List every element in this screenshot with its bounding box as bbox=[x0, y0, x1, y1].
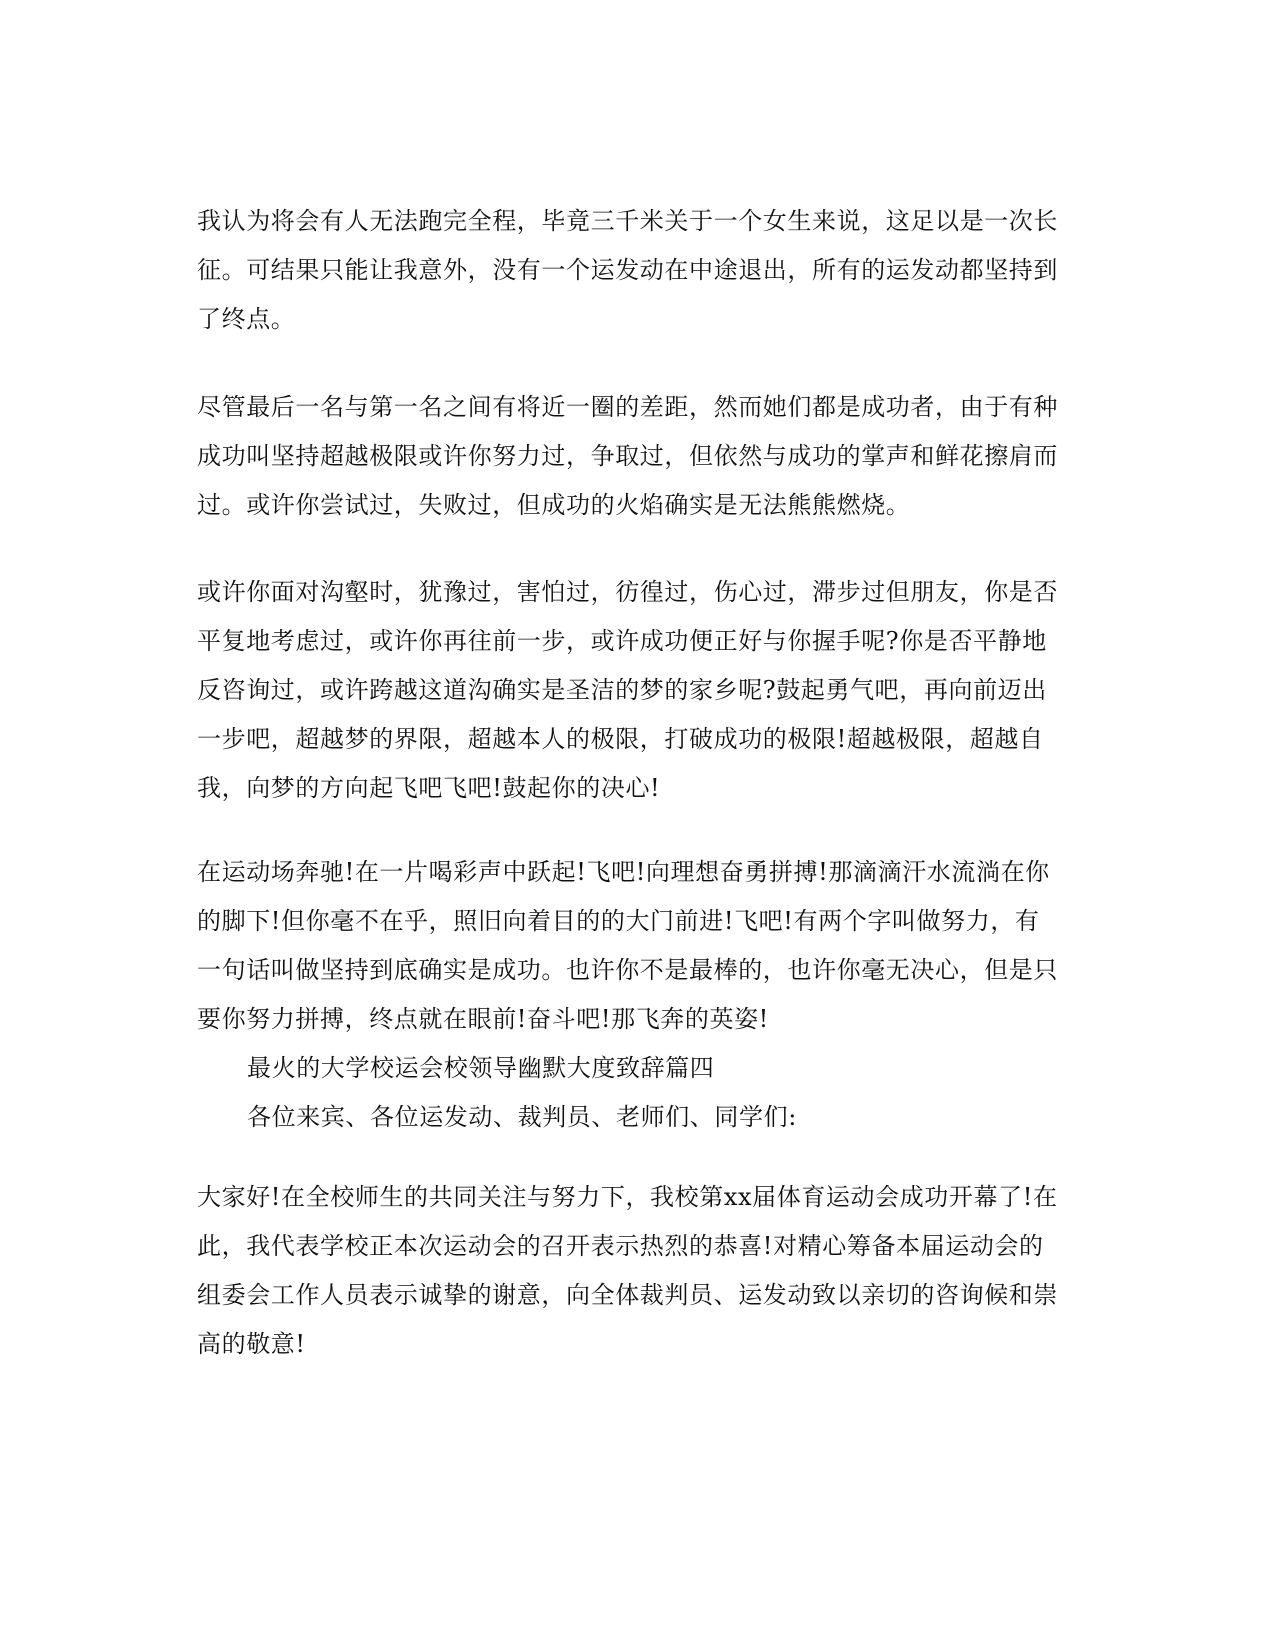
text-line: 的脚下!但你毫不在乎，照旧向着目的的大门前进!飞吧!有两个字叫做努力，有 bbox=[197, 907, 1040, 935]
paragraph-4 bbox=[197, 848, 1077, 1142]
text-line: 我认为将会有人无法跑完全程，毕竟三千米关于一个女生来说，这足以是一次长 bbox=[197, 207, 1058, 235]
text-line: 一步吧，超越梦的界限，超越本人的极限，打破成功的极限!超越极限，超越自 bbox=[197, 725, 1044, 753]
text-line: 尽管最后一名与第一名之间有将近一圈的差距，然而她们都是成功者，由于有种 bbox=[197, 393, 1058, 421]
text-line: 或许你面对沟壑时，犹豫过，害怕过，彷徨过，伤心过，滞步过但朋友，你是否 bbox=[197, 578, 1058, 606]
text-line: 此，我代表学校正本次运动会的召开表示热烈的恭喜!对精心筹备本届运动会的 bbox=[197, 1232, 1044, 1260]
text-line: 了终点。 bbox=[197, 305, 296, 333]
paragraph-3 bbox=[197, 568, 1077, 813]
paragraph-1 bbox=[197, 197, 1077, 344]
text-line: 一句话叫做坚持到底确实是成功。也许你不是最棒的，也许你毫无决心，但是只 bbox=[197, 956, 1058, 984]
text-line: 征。可结果只能让我意外，没有一个运发动在中途退出，所有的运发动都坚持到 bbox=[197, 256, 1058, 284]
text-line: 过。或许你尝试过，失败过，但成功的火焰确实是无法熊熊燃烧。 bbox=[197, 491, 911, 519]
text-line: 成功叫坚持超越极限或许你努力过，争取过，但依然与成功的掌声和鲜花擦肩而 bbox=[197, 442, 1058, 470]
section-heading: 最火的大学校运会校领导幽默大度致辞篇四 bbox=[247, 1054, 715, 1082]
salutation: 各位来宾、各位运发动、裁判员、老师们、同学们: bbox=[247, 1103, 797, 1131]
text-line: 要你努力拼搏，终点就在眼前!奋斗吧!那飞奔的英姿! bbox=[197, 1005, 769, 1033]
text-line: 平复地考虑过，或许你再往前一步，或许成功便正好与你握手呢?你是否平静地 bbox=[197, 627, 1047, 655]
text-line: 大家好!在全校师生的共同关注与努力下，我校第xx届体育运动会成功开幕了!在 bbox=[197, 1183, 1058, 1211]
text-line: 反咨询过，或许跨越这道沟确实是圣洁的梦的家乡呢?鼓起勇气吧，再向前迈出 bbox=[197, 676, 1047, 704]
text-line: 高的敬意! bbox=[197, 1330, 306, 1358]
paragraph-5 bbox=[197, 1173, 1077, 1369]
paragraph-2 bbox=[197, 383, 1077, 530]
text-line: 我，向梦的方向起飞吧飞吧!鼓起你的决心! bbox=[197, 774, 661, 802]
text-line: 在运动场奔驰!在一片喝彩声中跃起!飞吧!向理想奋勇拼搏!那滴滴汗水流淌在你 bbox=[197, 858, 1050, 886]
text-line: 组委会工作人员表示诚挚的谢意，向全体裁判员、运发动致以亲切的咨询候和崇 bbox=[197, 1281, 1058, 1309]
